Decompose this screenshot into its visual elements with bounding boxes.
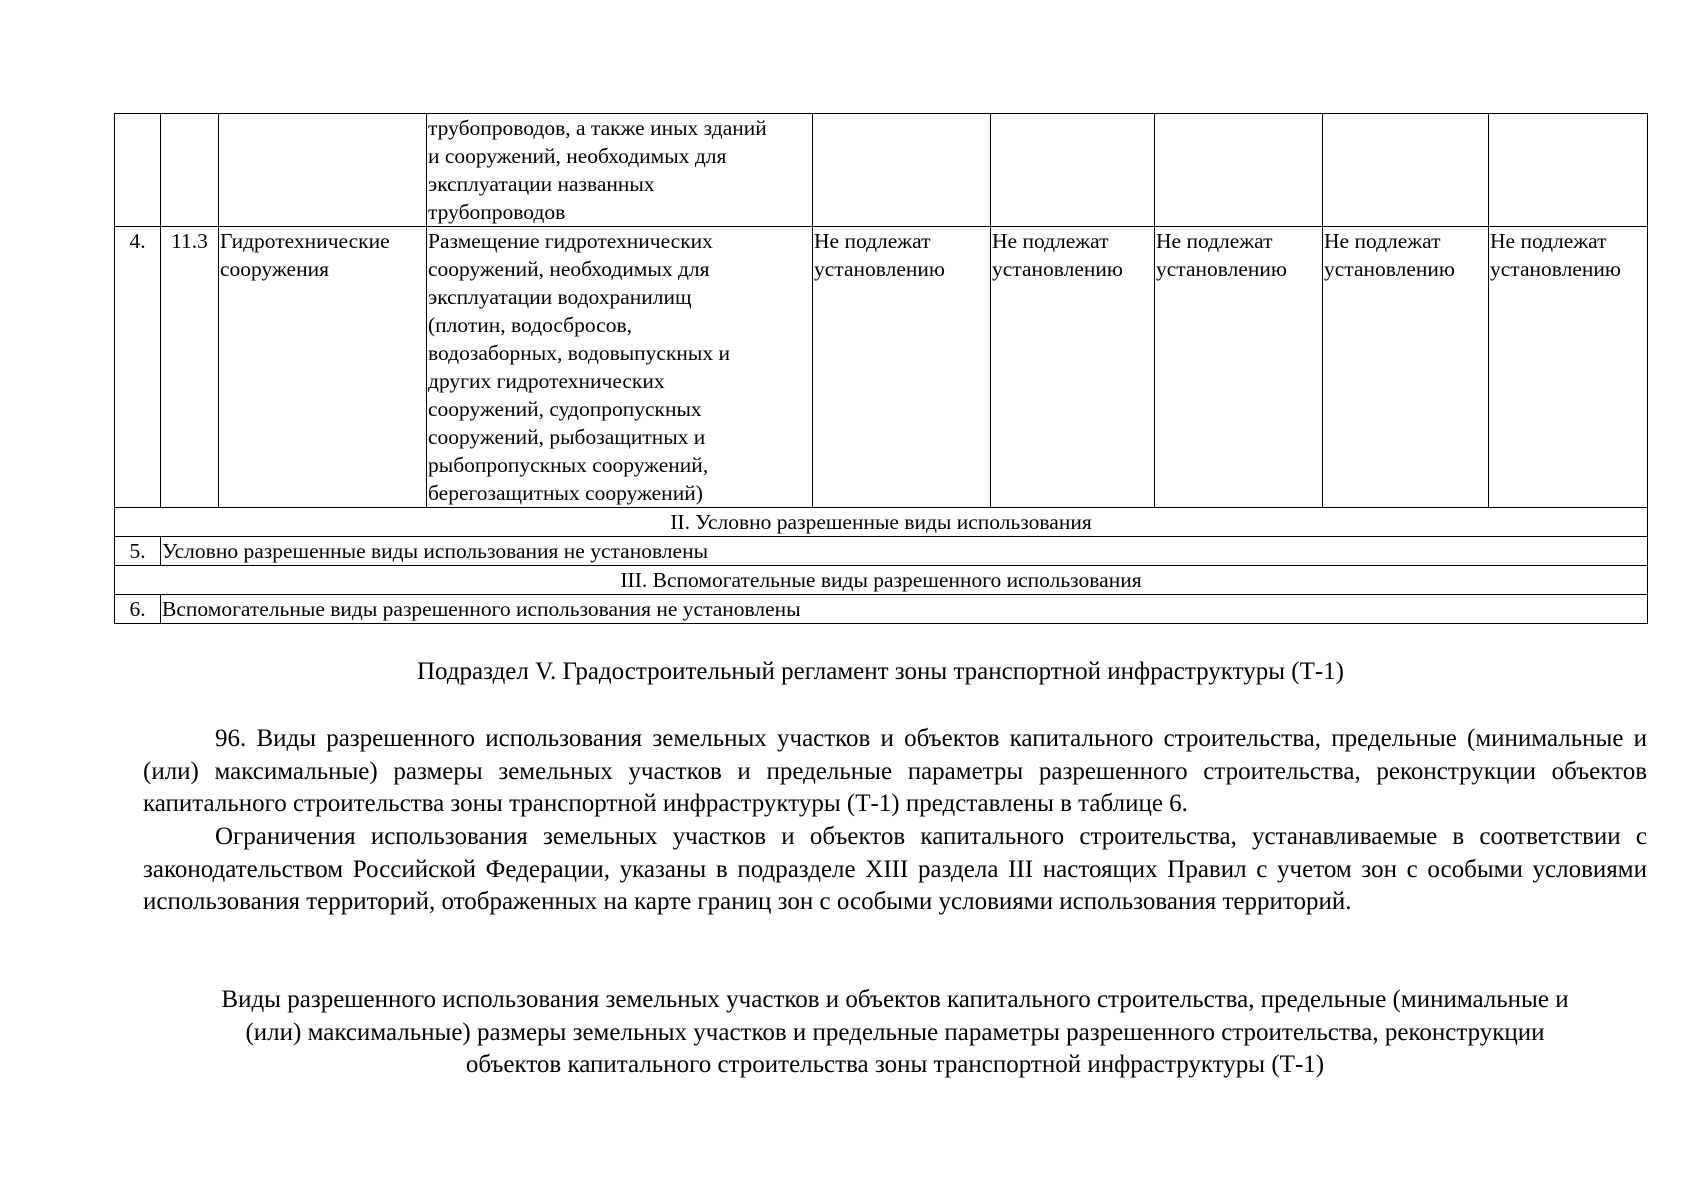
param-cell: Не подлежат установлению <box>813 227 991 508</box>
description-cell: трубопроводов, а также иных зданий и сооружений, необходимых для эксплуатации названных трубопроводов <box>427 114 813 227</box>
table-cell <box>813 114 991 227</box>
table-cell <box>219 114 427 227</box>
param-cell: Не подлежат установлению <box>1155 227 1323 508</box>
table-row <box>115 537 1648 566</box>
row-number: 5. <box>115 537 161 566</box>
param-cell: Не подлежат установлению <box>1323 227 1489 508</box>
section-heading: III. Вспомогательные виды разрешенного использования <box>115 566 1648 595</box>
table-cell <box>1489 114 1648 227</box>
row-number: 4. <box>115 227 161 508</box>
table-caption: Виды разрешенного использования земельных участков и объектов капитального строительства, предельные (минимальные и (или) максимальные) размеры земельных участков и предельные параметры разрешенного строительства, реконструкции объектов капитального строительства зоны транспортной инфраструктуры (Т-1) <box>221 986 1569 1079</box>
param-cell: Не подлежат установлению <box>1489 227 1648 508</box>
param-cell: Не подлежат установлению <box>991 227 1155 508</box>
section-heading-row <box>115 508 1648 537</box>
table-cell <box>1155 114 1323 227</box>
row-text: Условно разрешенные виды использования не установлены <box>161 537 1648 566</box>
description-cell: Размещение гидротехнических сооружений, необходимых для эксплуатации водохранилищ (плотин, водосбросов, водозаборных, водовыпускных и других гидротехнических сооружений, судопропускных сооружений, рыбозащитных и рыбопропускных сооружений, берегозащитных сооружений) <box>427 227 813 508</box>
paragraph-restrictions: Ограничения использования земельных участков и объектов капитального строительства, устанавливаемые в соответствии с законодательством Российской Федерации, указаны в подразделе XIII раздела III настоящих Правил с учетом зон с особыми условиями использования территорий, отображенных на карте границ зон с особыми условиями использования территорий. <box>143 823 1647 916</box>
row-text: Вспомогательные виды разрешенного использования не установлены <box>161 595 1648 624</box>
table-row <box>115 227 1648 508</box>
subsection-title: Подраздел V. Градостроительный регламент зоны транспортной инфраструктуры (Т-1) <box>417 658 1344 685</box>
section-heading-row <box>115 566 1648 595</box>
paragraph-96: 96. Виды разрешенного использования земельных участков и объектов капитального строительства, предельные (минимальные и (или) максимальные) размеры земельных участков и предельные параметры разрешенного строительства, реконструкции объектов капитального строительства зоны транспортной инфраструктуры (Т-1) представлены в таблице 6. <box>143 725 1647 818</box>
table-row <box>115 595 1648 624</box>
table-cell <box>1323 114 1489 227</box>
use-code: 11.3 <box>161 227 219 508</box>
table-cell <box>161 114 219 227</box>
table-cell <box>991 114 1155 227</box>
regulation-table <box>114 113 1648 624</box>
section-heading: II. Условно разрешенные виды использования <box>115 508 1648 537</box>
row-number: 6. <box>115 595 161 624</box>
use-name: Гидротехнические сооружения <box>219 227 427 508</box>
table-cell <box>115 114 161 227</box>
table-row <box>115 114 1648 227</box>
